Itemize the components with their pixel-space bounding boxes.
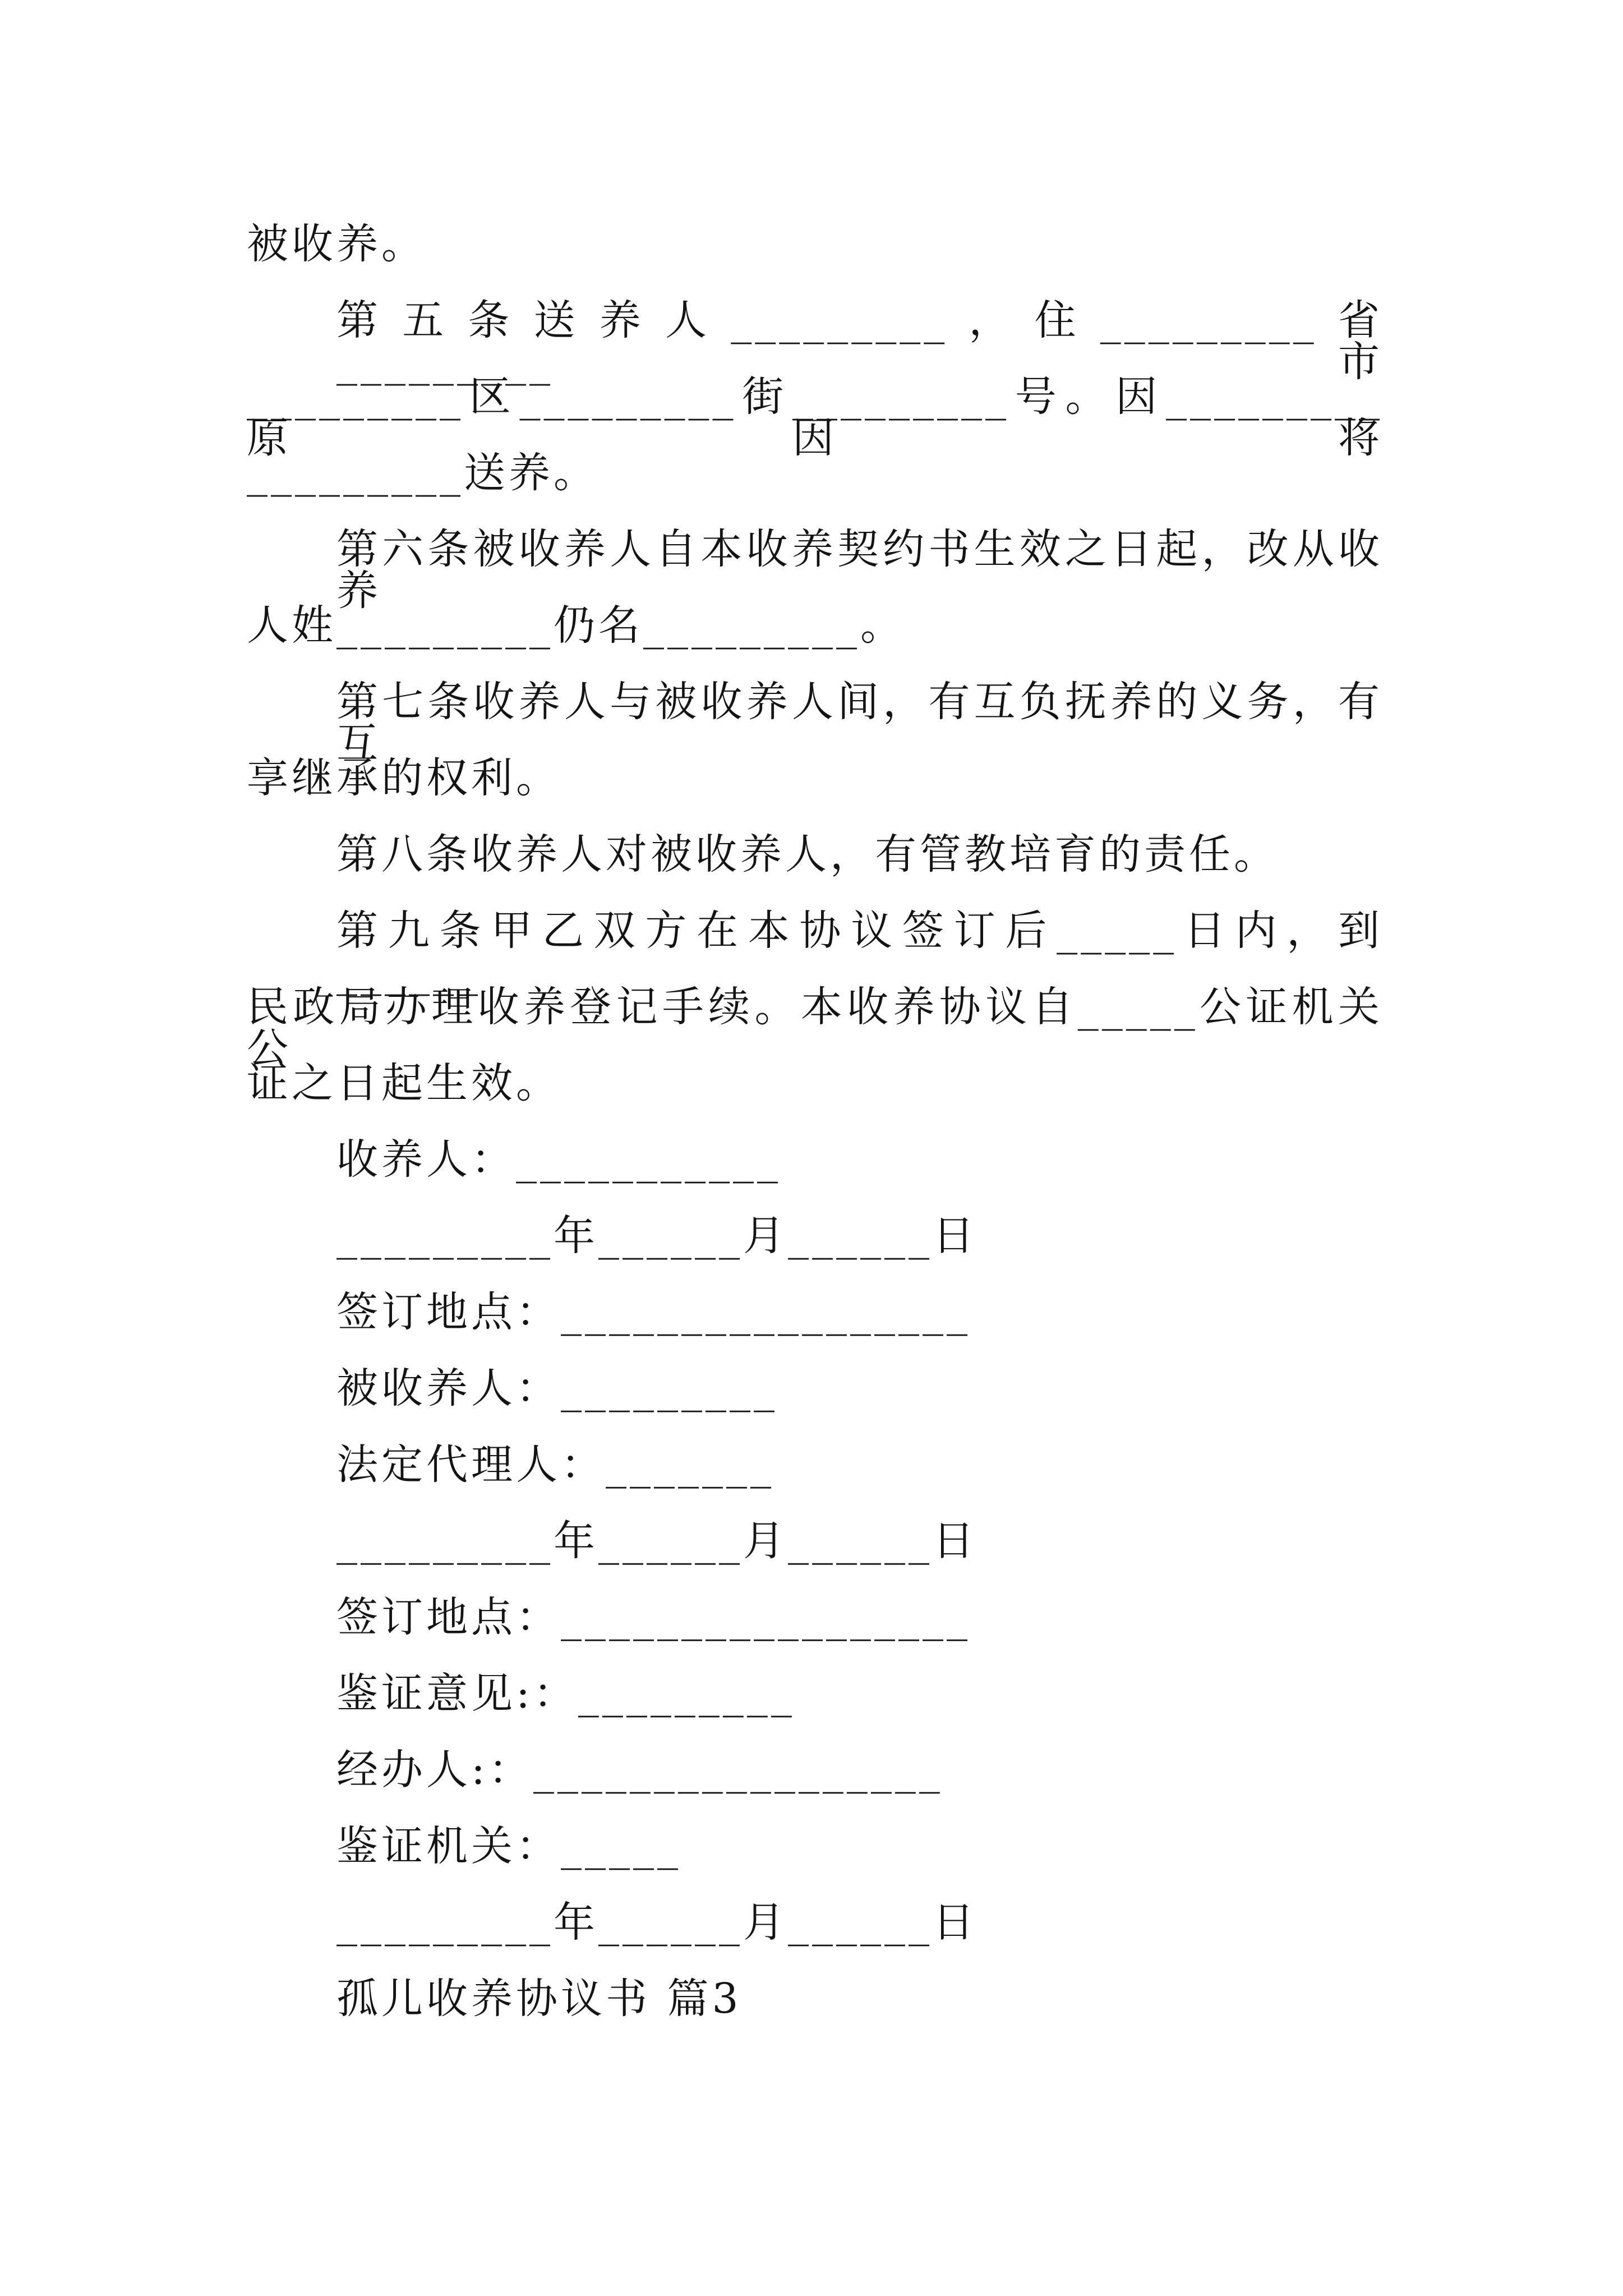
signing-place-2: 签订地点：_________________ <box>336 1593 971 1641</box>
verification-authority: 鉴证机关：_____ <box>336 1822 681 1870</box>
text-line-1: 被收养。 <box>247 220 426 268</box>
article-6-line-1: 第六条被收养人自本收养契约书生效之日起，改从收养 <box>336 525 1383 615</box>
article-5-line-2: _________区_________街_________号。因_________原因将 <box>247 372 1383 462</box>
adopter-signature: 收养人：___________ <box>336 1135 781 1184</box>
adoptee-date: _________年______月______日 <box>336 1517 978 1565</box>
article-5-line-1: 第五条送养人_________，住_________省_________市 <box>336 296 1383 386</box>
article-9-line-3: 证之日起生效。 <box>247 1059 561 1107</box>
article-9-line-1: 第九条甲乙双方在本协议签订后_____日内，到______ <box>336 907 1383 996</box>
handler: 经办人:：_________________ <box>336 1746 943 1794</box>
article-8-line-1: 第八条收养人对被收养人，有管教培育的责任。 <box>336 830 1279 878</box>
article-7-line-1: 第七条收养人与被收养人间，有互负抚养的义务，有互 <box>336 678 1383 767</box>
verification-opinion: 鉴证意见:：_________ <box>336 1669 795 1718</box>
section-heading: 孤儿收养协议书 篇3 <box>336 1975 742 2023</box>
authority-date: _________年______月______日 <box>336 1898 978 1947</box>
article-5-line-3: _________送养。 <box>247 449 598 497</box>
article-6-line-2: 人姓_________仍名_________。 <box>247 601 905 650</box>
signing-place-1: 签订地点：_________________ <box>336 1288 971 1336</box>
article-7-line-2: 享继承的权利。 <box>247 754 561 802</box>
adopter-date: _________年______月______日 <box>336 1212 978 1260</box>
legal-representative: 法定代理人：_______ <box>336 1441 774 1489</box>
adoptee-signature: 被收养人：_________ <box>336 1364 778 1412</box>
article-9-line-2: 民政局办理收养登记手续。本收养协议自_____公证机关公 <box>247 983 1383 1073</box>
